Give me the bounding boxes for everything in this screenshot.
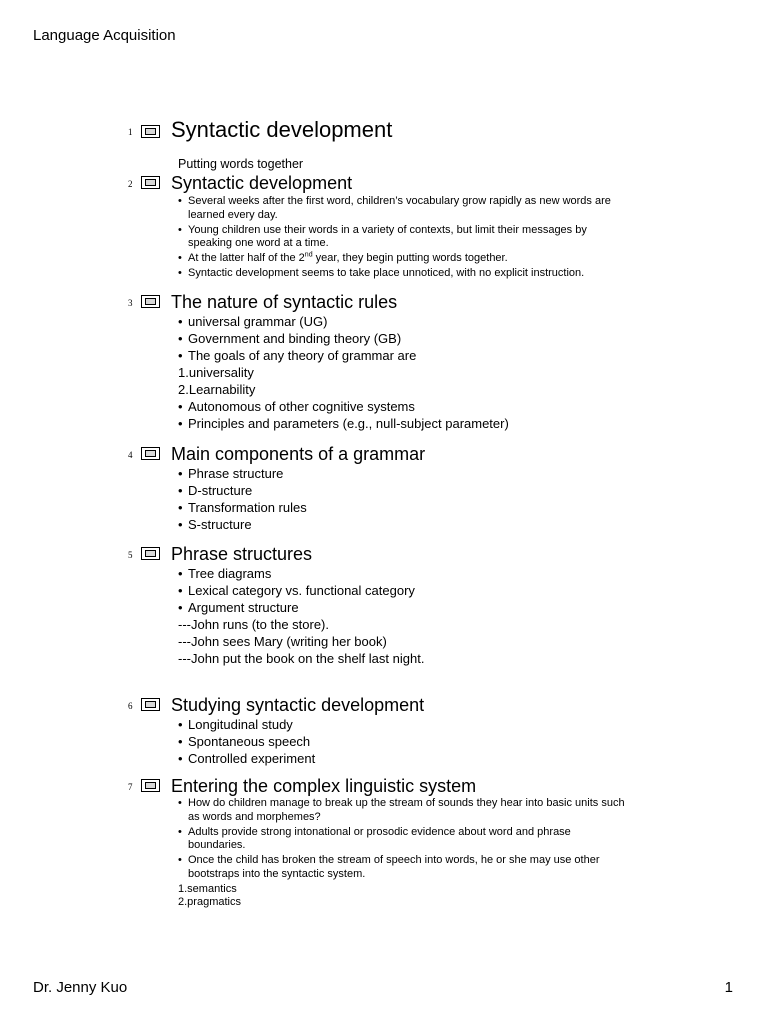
- slide-6: [128, 695, 688, 772]
- list-item: • Argument structure: [178, 599, 688, 616]
- slide-title: Syntactic development: [171, 173, 353, 193]
- slide-subtitle: Putting words together: [178, 157, 304, 171]
- list-item: • Lexical category vs. functional category: [178, 582, 688, 599]
- list-item: [178, 224, 688, 251]
- numbered-item: 2.Learnability: [178, 382, 256, 397]
- numbered-item: 2.pragmatics: [178, 896, 241, 908]
- example-line: ---John sees Mary (writing her book): [178, 634, 387, 649]
- example-line: ---John put the book on the shelf last night.: [178, 651, 425, 666]
- slide-3: [128, 292, 688, 437]
- slide-number: 7: [128, 782, 133, 792]
- bullet-text: • Adults provide strong intonational or prosodic evidence about word and phrase: [188, 825, 571, 838]
- slide-thumbnail-icon: [141, 547, 160, 560]
- bullet-text: speaking one word at a time.: [188, 237, 329, 249]
- bullet-text: • Several weeks after the first word, children’s vocabulary grow rapidly as new words are: [188, 195, 611, 207]
- list-item: [178, 267, 688, 281]
- slide-title: Studying syntactic development: [171, 695, 425, 715]
- slide-title: Main components of a grammar: [171, 444, 426, 464]
- list-item: • Transformation rules: [178, 499, 688, 516]
- bullet-text: • Young children use their words in a variety of contexts, but limit their messages by: [188, 223, 587, 236]
- slide-2: [128, 173, 688, 286]
- footer-author: Dr. Jenny Kuo: [33, 979, 128, 996]
- slide-number: 5: [128, 550, 133, 560]
- list-item: • Controlled experiment: [178, 750, 688, 767]
- bullet-text: • Once the child has broken the stream of speech into words, he or she may use other: [188, 854, 600, 866]
- list-item: • S-structure: [178, 516, 688, 533]
- numbered-item: 1.universality: [178, 365, 254, 380]
- slide-4: [128, 444, 688, 538]
- page-number: 1: [724, 979, 733, 996]
- numbered-item: 1.semantics: [178, 882, 237, 895]
- bullet-text: boundaries.: [188, 839, 246, 851]
- bullet-text: as words and morphemes?: [188, 810, 321, 823]
- list-item: • Spontaneous speech: [178, 733, 688, 750]
- slide-title: Syntactic development: [171, 117, 393, 142]
- bullet-text: • How do children manage to break up the stream of sounds they hear into basic units such: [188, 797, 625, 809]
- slide-thumbnail-icon: [141, 295, 160, 308]
- slide-title: Entering the complex linguistic system: [171, 776, 477, 796]
- list-item: • Longitudinal study: [178, 716, 688, 733]
- list-item: • D-structure: [178, 482, 688, 499]
- slide-number: 3: [128, 298, 133, 308]
- page-header-title: Language Acquisition: [33, 27, 176, 44]
- slide-thumbnail-icon: [141, 176, 160, 189]
- slide-thumbnail-icon: [141, 447, 160, 460]
- slide-number: 6: [128, 701, 133, 711]
- list-item: [178, 826, 688, 853]
- list-item: • Phrase structure: [178, 465, 688, 482]
- list-item: • Tree diagrams: [178, 565, 688, 582]
- bullet-text: • At the latter half of the 2nd year, they begin putting words together.: [188, 251, 508, 264]
- slide-thumbnail-icon: [141, 779, 160, 792]
- list-item: • Autonomous of other cognitive systems: [178, 398, 688, 415]
- slide-thumbnail-icon: [141, 125, 160, 138]
- bullet-text: • Syntactic development seems to take place unnoticed, with no explicit instruction.: [188, 267, 585, 279]
- bullet-text: learned every day.: [188, 208, 278, 221]
- bullet-text: bootstraps into the syntactic system.: [188, 867, 366, 880]
- slide-number: 1: [128, 127, 133, 137]
- slide-thumbnail-icon: [141, 698, 160, 711]
- slide-1: [128, 117, 688, 171]
- list-item: • universal grammar (UG): [178, 313, 688, 330]
- list-item: [178, 195, 688, 222]
- slide-5: [128, 544, 688, 672]
- list-item: [178, 252, 688, 266]
- slide-number: 4: [128, 450, 133, 460]
- list-item: [178, 797, 688, 824]
- slide-title: The nature of syntactic rules: [171, 292, 398, 312]
- list-item: • The goals of any theory of grammar are: [178, 347, 688, 364]
- list-item: • Principles and parameters (e.g., null-subject parameter): [178, 415, 688, 432]
- list-item: • Government and binding theory (GB): [178, 330, 688, 347]
- example-line: ---John runs (to the store).: [178, 617, 329, 632]
- slide-7: [128, 776, 688, 915]
- slide-title: Phrase structures: [171, 544, 313, 564]
- list-item: [178, 854, 688, 881]
- slide-number: 2: [128, 179, 133, 189]
